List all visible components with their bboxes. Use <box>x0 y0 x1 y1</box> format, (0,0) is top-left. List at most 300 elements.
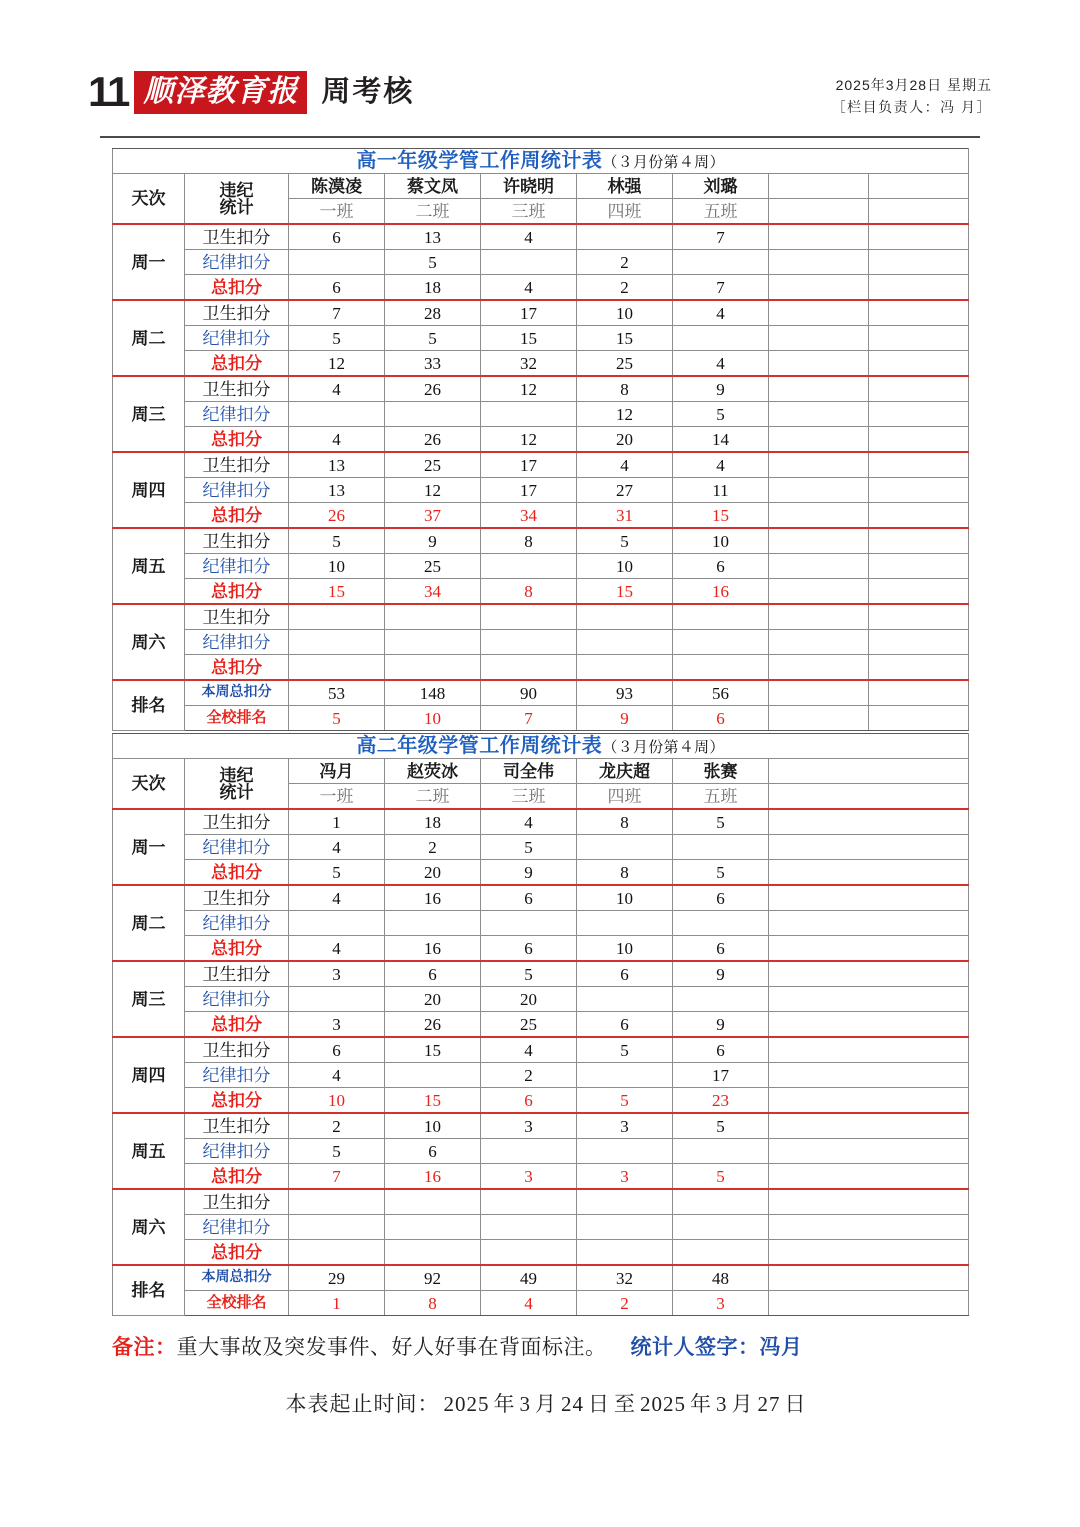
cell-周五-discipline-blank2 <box>869 554 969 579</box>
cell-周三-hygiene-class1: 3 <box>289 961 385 987</box>
cell-周五-hygiene-class4: 3 <box>577 1113 673 1139</box>
header-violation-line2: 统计 <box>219 782 254 802</box>
cell-周三-discipline-class4 <box>577 987 673 1012</box>
row-周六-total <box>113 1240 969 1266</box>
cell-周一-total-class3: 4 <box>481 275 577 301</box>
cell-周三-total-class3: 25 <box>481 1012 577 1038</box>
cell-周二-hygiene-class4: 10 <box>577 300 673 326</box>
cell-周二-total-class1: 4 <box>289 936 385 962</box>
cell-周一-hygiene-blank1 <box>769 809 969 835</box>
cell-周一-discipline-class5 <box>673 835 769 860</box>
row-周一-hygiene <box>113 809 969 835</box>
cell-周六-discipline-blank1 <box>769 1215 969 1240</box>
cell-周三-discipline-blank1 <box>769 402 869 427</box>
cell-周五-discipline-class1: 10 <box>289 554 385 579</box>
cell-周二-total-blank1 <box>769 351 869 377</box>
cell-周五-discipline-blank1 <box>769 554 869 579</box>
cell-周六-total-class4 <box>577 655 673 681</box>
cell-周一-total-class5: 7 <box>673 275 769 301</box>
header-teacher-1: 陈漠凌 <box>289 174 385 199</box>
cell-ranking-week-total-class5: 48 <box>673 1265 769 1291</box>
rowlabel-week-total: 本周总扣分 <box>185 1265 289 1291</box>
masthead-divider <box>100 136 980 138</box>
cell-周五-hygiene-class5: 5 <box>673 1113 769 1139</box>
day-label-周一: 周一 <box>113 809 185 885</box>
cell-周五-discipline-class1: 5 <box>289 1139 385 1164</box>
cell-周四-total-class2: 15 <box>385 1088 481 1114</box>
period-label: 本表起止时间： <box>285 1392 440 1416</box>
cell-周一-total-class5: 5 <box>673 860 769 886</box>
row-周五-discipline <box>113 554 969 579</box>
cell-周六-total-class4 <box>577 1240 673 1266</box>
cell-周四-discipline-blank1 <box>769 478 869 503</box>
period-day-unit-1: 日 <box>588 1392 610 1416</box>
cell-周五-hygiene-class5: 10 <box>673 528 769 554</box>
cell-ranking-week-total-class5: 56 <box>673 680 769 706</box>
signer-label: 统计人签字： <box>630 1335 760 1359</box>
cell-周六-hygiene-blank1 <box>769 604 869 630</box>
cell-ranking-school-rank-class2: 8 <box>385 1291 481 1316</box>
cell-周五-hygiene-class3: 8 <box>481 528 577 554</box>
cell-周五-discipline-class3 <box>481 1139 577 1164</box>
cell-周五-total-class1: 7 <box>289 1164 385 1190</box>
cell-周六-hygiene-class1 <box>289 1189 385 1215</box>
period-year-unit-2: 年 <box>690 1392 712 1416</box>
cell-周四-hygiene-class3: 17 <box>481 452 577 478</box>
cell-周三-total-blank2 <box>869 427 969 453</box>
cell-周三-total-class4: 20 <box>577 427 673 453</box>
cell-周三-discipline-class1 <box>289 987 385 1012</box>
cell-周四-discipline-class5: 11 <box>673 478 769 503</box>
cell-周三-total-class1: 3 <box>289 1012 385 1038</box>
cell-周一-hygiene-class4: 8 <box>577 809 673 835</box>
cell-周一-hygiene-class2: 13 <box>385 224 481 250</box>
header-class-3: 三班 <box>481 784 577 810</box>
header-violation-line1: 违纪 <box>219 180 254 200</box>
cell-周六-discipline-class5 <box>673 630 769 655</box>
cell-周二-hygiene-class2: 28 <box>385 300 481 326</box>
rowlabel-total: 总扣分 <box>185 427 289 453</box>
cell-周四-hygiene-class4: 4 <box>577 452 673 478</box>
cell-周三-discipline-class3 <box>481 402 577 427</box>
day-label-周四: 周四 <box>113 452 185 528</box>
rowlabel-total: 总扣分 <box>185 351 289 377</box>
row-ranking-week-total <box>113 680 969 706</box>
cell-周二-hygiene-class4: 10 <box>577 885 673 911</box>
cell-周四-discipline-class2: 12 <box>385 478 481 503</box>
cell-周五-total-blank1 <box>769 579 869 605</box>
cell-ranking-week-total-blank1 <box>769 1265 969 1291</box>
cell-ranking-school-rank-class1: 1 <box>289 1291 385 1316</box>
cell-周一-hygiene-class1: 1 <box>289 809 385 835</box>
table-caption <box>113 149 969 174</box>
cell-周六-discipline-class2 <box>385 1215 481 1240</box>
signer-name: 冯月 <box>759 1335 803 1359</box>
cell-周五-hygiene-blank1 <box>769 528 869 554</box>
cell-周四-hygiene-class1: 13 <box>289 452 385 478</box>
cell-周四-discipline-blank2 <box>869 478 969 503</box>
cell-周二-total-class4: 10 <box>577 936 673 962</box>
cell-周三-total-class5: 9 <box>673 1012 769 1038</box>
cell-周二-discipline-blank1 <box>769 326 869 351</box>
header-day-column: 天次 <box>113 174 185 225</box>
rowlabel-hygiene: 卫生扣分 <box>185 224 289 250</box>
header-blank-class-2 <box>869 199 969 225</box>
cell-ranking-week-total-class4: 93 <box>577 680 673 706</box>
cell-ranking-week-total-blank1 <box>769 680 869 706</box>
masthead <box>88 70 992 132</box>
cell-周三-hygiene-class5: 9 <box>673 376 769 402</box>
period-month-unit-2: 月 <box>731 1392 754 1416</box>
rowlabel-hygiene: 卫生扣分 <box>185 604 289 630</box>
cell-周三-hygiene-blank2 <box>869 376 969 402</box>
row-周二-hygiene <box>113 885 969 911</box>
cell-周四-discipline-class5: 17 <box>673 1063 769 1088</box>
cell-周四-discipline-class3: 17 <box>481 478 577 503</box>
row-周一-total <box>113 275 969 301</box>
cell-周三-hygiene-blank1 <box>769 961 969 987</box>
row-ranking-school-rank <box>113 706 969 731</box>
cell-周四-discipline-class4: 27 <box>577 478 673 503</box>
period-to-word: 至 <box>614 1392 636 1416</box>
rowlabel-hygiene: 卫生扣分 <box>185 528 289 554</box>
header-teacher-5: 刘璐 <box>673 174 769 199</box>
cell-周二-total-class2: 33 <box>385 351 481 377</box>
cell-周六-total-class1 <box>289 655 385 681</box>
cell-周五-total-blank2 <box>869 579 969 605</box>
cell-周五-total-class4: 15 <box>577 579 673 605</box>
rowlabel-total: 总扣分 <box>185 655 289 681</box>
period-start-day: 24 <box>561 1392 584 1416</box>
cell-周五-hygiene-blank1 <box>769 1113 969 1139</box>
cell-周二-total-class3: 6 <box>481 936 577 962</box>
cell-周四-hygiene-class1: 6 <box>289 1037 385 1063</box>
cell-周三-hygiene-class2: 6 <box>385 961 481 987</box>
header-violation-stat <box>185 759 289 810</box>
caption-main: 高二年级学管工作周统计表 <box>356 735 603 757</box>
table-caption-row <box>113 734 969 759</box>
cell-周二-discipline-class5 <box>673 326 769 351</box>
page-number: 11 <box>88 68 129 115</box>
header-blank-class-1 <box>769 199 869 225</box>
cell-周四-total-class4: 31 <box>577 503 673 529</box>
cell-周六-discipline-class3 <box>481 630 577 655</box>
cell-周四-discipline-class2 <box>385 1063 481 1088</box>
header-blank-class-1 <box>769 784 969 810</box>
cell-周五-total-class5: 5 <box>673 1164 769 1190</box>
cell-周四-hygiene-class3: 4 <box>481 1037 577 1063</box>
cell-周五-total-class3: 8 <box>481 579 577 605</box>
ranking-row-header: 排名 <box>113 1265 185 1316</box>
header-teacher-3: 许晓明 <box>481 174 577 199</box>
rowlabel-total: 总扣分 <box>185 936 289 962</box>
cell-周五-total-class2: 34 <box>385 579 481 605</box>
rowlabel-hygiene: 卫生扣分 <box>185 809 289 835</box>
cell-周四-hygiene-blank1 <box>769 452 869 478</box>
cell-周二-discipline-class2 <box>385 911 481 936</box>
cell-周六-total-blank1 <box>769 655 869 681</box>
cell-周二-discipline-class2: 5 <box>385 326 481 351</box>
paper-name-logo: 顺泽教育报 <box>134 71 307 114</box>
cell-周六-discipline-class5 <box>673 1215 769 1240</box>
cell-周一-hygiene-class5: 7 <box>673 224 769 250</box>
rowlabel-hygiene: 卫生扣分 <box>185 961 289 987</box>
row-周四-total <box>113 503 969 529</box>
day-label-周五: 周五 <box>113 1113 185 1189</box>
cell-周四-hygiene-blank1 <box>769 1037 969 1063</box>
cell-周三-discipline-class2 <box>385 402 481 427</box>
cell-周五-hygiene-class2: 9 <box>385 528 481 554</box>
day-label-周一: 周一 <box>113 224 185 300</box>
cell-周四-hygiene-class4: 5 <box>577 1037 673 1063</box>
day-label-周二: 周二 <box>113 885 185 961</box>
cell-ranking-week-total-class1: 29 <box>289 1265 385 1291</box>
cell-ranking-week-total-class2: 92 <box>385 1265 481 1291</box>
cell-周六-hygiene-class4 <box>577 1189 673 1215</box>
row-周二-total <box>113 351 969 377</box>
cell-周三-hygiene-class5: 9 <box>673 961 769 987</box>
rowlabel-discipline: 纪律扣分 <box>185 630 289 655</box>
header-blank-1 <box>769 759 969 784</box>
cell-周六-total-class5 <box>673 655 769 681</box>
cell-周三-discipline-class5 <box>673 987 769 1012</box>
header-class-5: 五班 <box>673 784 769 810</box>
day-label-周六: 周六 <box>113 1189 185 1265</box>
cell-周二-total-class4: 25 <box>577 351 673 377</box>
cell-周四-total-class1: 10 <box>289 1088 385 1114</box>
cell-周五-total-class1: 15 <box>289 579 385 605</box>
cell-周三-discipline-blank1 <box>769 987 969 1012</box>
cell-周三-total-class3: 12 <box>481 427 577 453</box>
cell-周六-hygiene-class2 <box>385 604 481 630</box>
cell-周一-total-class4: 8 <box>577 860 673 886</box>
rowlabel-total: 总扣分 <box>185 275 289 301</box>
period-end-day: 27 <box>757 1392 781 1416</box>
cell-ranking-school-rank-blank1 <box>769 1291 969 1316</box>
rowlabel-school-rank: 全校排名 <box>185 1291 289 1316</box>
cell-周五-hygiene-class4: 5 <box>577 528 673 554</box>
cell-ranking-school-rank-class2: 10 <box>385 706 481 731</box>
cell-周二-hygiene-blank1 <box>769 300 869 326</box>
cell-周六-total-class3 <box>481 655 577 681</box>
cell-周一-discipline-blank2 <box>869 250 969 275</box>
cell-周三-discipline-blank2 <box>869 402 969 427</box>
cell-周二-discipline-class5 <box>673 911 769 936</box>
cell-周四-hygiene-class2: 25 <box>385 452 481 478</box>
row-周一-discipline <box>113 835 969 860</box>
cell-周六-total-class2 <box>385 655 481 681</box>
cell-周二-total-blank1 <box>769 936 969 962</box>
cell-ranking-week-total-class3: 49 <box>481 1265 577 1291</box>
table-caption <box>113 734 969 759</box>
row-周六-discipline <box>113 1215 969 1240</box>
cell-周五-discipline-blank1 <box>769 1139 969 1164</box>
cell-周六-discipline-class1 <box>289 1215 385 1240</box>
header-class-4: 四班 <box>577 784 673 810</box>
cell-周二-hygiene-class2: 16 <box>385 885 481 911</box>
period-start-year: 2025 <box>443 1392 490 1416</box>
cell-周二-hygiene-class1: 7 <box>289 300 385 326</box>
rowlabel-total: 总扣分 <box>185 1088 289 1114</box>
rowlabel-total: 总扣分 <box>185 1164 289 1190</box>
cell-周一-discipline-class1: 4 <box>289 835 385 860</box>
cell-周六-discipline-class4 <box>577 630 673 655</box>
cell-ranking-school-rank-class4: 9 <box>577 706 673 731</box>
rowlabel-discipline: 纪律扣分 <box>185 326 289 351</box>
rowlabel-total: 总扣分 <box>185 579 289 605</box>
cell-周六-total-class3 <box>481 1240 577 1266</box>
cell-ranking-school-rank-class5: 3 <box>673 1291 769 1316</box>
row-周四-total <box>113 1088 969 1114</box>
caption-sub: （３月份第４周） <box>602 155 725 171</box>
cell-周二-total-blank2 <box>869 351 969 377</box>
header-blank-2 <box>869 174 969 199</box>
column-editor: ［栏目负责人：冯 月］ <box>831 99 992 115</box>
cell-周六-hygiene-class1 <box>289 604 385 630</box>
cell-周四-discipline-class1: 13 <box>289 478 385 503</box>
header-class-5: 五班 <box>673 199 769 225</box>
cell-周四-discipline-class1: 4 <box>289 1063 385 1088</box>
cell-周三-hygiene-class3: 12 <box>481 376 577 402</box>
rowlabel-discipline: 纪律扣分 <box>185 554 289 579</box>
cell-周六-discipline-blank2 <box>869 630 969 655</box>
cell-周三-total-blank1 <box>769 1012 969 1038</box>
cell-周一-total-class2: 18 <box>385 275 481 301</box>
row-ranking-week-total <box>113 1265 969 1291</box>
cell-周一-discipline-blank1 <box>769 835 969 860</box>
cell-周四-hygiene-class5: 6 <box>673 1037 769 1063</box>
day-label-周五: 周五 <box>113 528 185 604</box>
header-class-2: 二班 <box>385 199 481 225</box>
cell-周一-discipline-class3 <box>481 250 577 275</box>
row-周五-discipline <box>113 1139 969 1164</box>
cell-周三-hygiene-class2: 26 <box>385 376 481 402</box>
rowlabel-hygiene: 卫生扣分 <box>185 1113 289 1139</box>
header-class-2: 二班 <box>385 784 481 810</box>
cell-周一-hygiene-class4 <box>577 224 673 250</box>
cell-周四-total-class4: 5 <box>577 1088 673 1114</box>
header-violation-line1: 违纪 <box>219 765 254 785</box>
cell-周四-total-class1: 26 <box>289 503 385 529</box>
cell-周五-total-class5: 16 <box>673 579 769 605</box>
cell-周三-hygiene-blank1 <box>769 376 869 402</box>
cell-周六-total-class2 <box>385 1240 481 1266</box>
row-ranking-school-rank <box>113 1291 969 1316</box>
cell-周三-hygiene-class4: 8 <box>577 376 673 402</box>
cell-周五-total-class3: 3 <box>481 1164 577 1190</box>
cell-周五-discipline-class3 <box>481 554 577 579</box>
row-周二-hygiene <box>113 300 969 326</box>
cell-周一-total-blank1 <box>769 275 869 301</box>
cell-周二-discipline-class1: 5 <box>289 326 385 351</box>
rowlabel-hygiene: 卫生扣分 <box>185 885 289 911</box>
cell-周五-total-class2: 16 <box>385 1164 481 1190</box>
header-class-3: 三班 <box>481 199 577 225</box>
cell-周二-discipline-class4 <box>577 911 673 936</box>
cell-周二-total-class3: 32 <box>481 351 577 377</box>
cell-周二-hygiene-class3: 6 <box>481 885 577 911</box>
cell-ranking-week-total-blank2 <box>869 680 969 706</box>
header-violation-stat <box>185 174 289 225</box>
remark-label: 备注： <box>112 1335 177 1359</box>
cell-周一-total-class2: 20 <box>385 860 481 886</box>
row-周四-discipline <box>113 1063 969 1088</box>
rowlabel-total: 总扣分 <box>185 503 289 529</box>
header-class-4: 四班 <box>577 199 673 225</box>
cell-ranking-school-rank-class5: 6 <box>673 706 769 731</box>
cell-周五-discipline-class5 <box>673 1139 769 1164</box>
cell-周五-hygiene-class3: 3 <box>481 1113 577 1139</box>
section-title: 周考核 <box>321 76 415 108</box>
row-周二-discipline <box>113 911 969 936</box>
cell-周五-discipline-class4 <box>577 1139 673 1164</box>
header-violation-line2: 统计 <box>219 197 254 217</box>
row-周五-hygiene <box>113 528 969 554</box>
cell-周一-hygiene-blank1 <box>769 224 869 250</box>
cell-周一-total-class1: 6 <box>289 275 385 301</box>
cell-周二-hygiene-class3: 17 <box>481 300 577 326</box>
cell-周三-discipline-class4: 12 <box>577 402 673 427</box>
cell-ranking-week-total-class3: 90 <box>481 680 577 706</box>
cell-ranking-school-rank-class4: 2 <box>577 1291 673 1316</box>
cell-周二-total-class2: 16 <box>385 936 481 962</box>
caption-sub: （３月份第４周） <box>602 740 725 756</box>
cell-周六-discipline-blank1 <box>769 630 869 655</box>
cell-周六-hygiene-class4 <box>577 604 673 630</box>
remark-line <box>112 1332 972 1362</box>
cell-ranking-school-rank-class1: 5 <box>289 706 385 731</box>
cell-周一-total-class3: 9 <box>481 860 577 886</box>
cell-周二-discipline-blank2 <box>869 326 969 351</box>
cell-周一-discipline-blank1 <box>769 250 869 275</box>
rowlabel-discipline: 纪律扣分 <box>185 835 289 860</box>
cell-周五-hygiene-blank2 <box>869 528 969 554</box>
day-label-周三: 周三 <box>113 376 185 452</box>
cell-周一-hygiene-class2: 18 <box>385 809 481 835</box>
rowlabel-total: 总扣分 <box>185 1240 289 1266</box>
cell-周二-discipline-class4: 15 <box>577 326 673 351</box>
day-label-周三: 周三 <box>113 961 185 1037</box>
cell-周三-discipline-class5: 5 <box>673 402 769 427</box>
row-周三-discipline <box>113 402 969 427</box>
rowlabel-hygiene: 卫生扣分 <box>185 300 289 326</box>
cell-周五-hygiene-class1: 5 <box>289 528 385 554</box>
period-day-unit-2: 日 <box>784 1392 807 1416</box>
header-teacher-2: 赵荧冰 <box>385 759 481 784</box>
cell-周四-discipline-blank1 <box>769 1063 969 1088</box>
cell-ranking-school-rank-class3: 4 <box>481 1291 577 1316</box>
rowlabel-week-total: 本周总扣分 <box>185 680 289 706</box>
cell-周二-hygiene-class5: 6 <box>673 885 769 911</box>
cell-周三-total-class1: 4 <box>289 427 385 453</box>
cell-周六-hygiene-class3 <box>481 1189 577 1215</box>
cell-周四-total-blank2 <box>869 503 969 529</box>
rowlabel-discipline: 纪律扣分 <box>185 478 289 503</box>
cell-周一-total-class4: 2 <box>577 275 673 301</box>
cell-周五-discipline-class2: 6 <box>385 1139 481 1164</box>
rowlabel-total: 总扣分 <box>185 860 289 886</box>
row-周五-total <box>113 1164 969 1190</box>
header-teacher-4: 林强 <box>577 174 673 199</box>
cell-周二-discipline-class1 <box>289 911 385 936</box>
ranking-row-header: 排名 <box>113 680 185 731</box>
cell-周五-total-class4: 3 <box>577 1164 673 1190</box>
cell-周四-total-class2: 37 <box>385 503 481 529</box>
masthead-date-block <box>832 70 992 118</box>
row-周三-hygiene <box>113 961 969 987</box>
cell-周五-hygiene-class2: 10 <box>385 1113 481 1139</box>
cell-周一-total-blank2 <box>869 275 969 301</box>
